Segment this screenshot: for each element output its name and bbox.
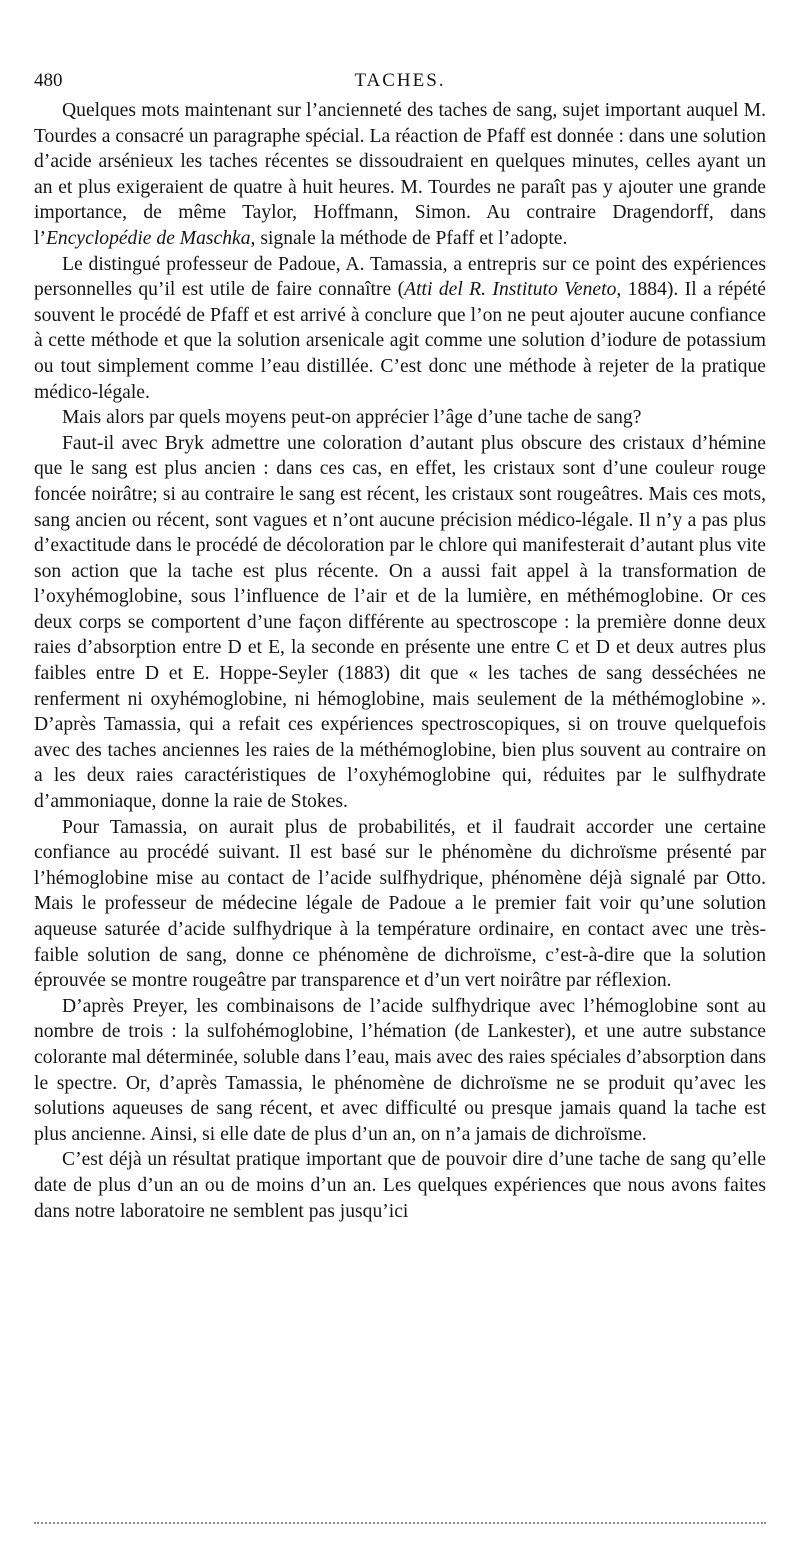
paragraph-text: Faut-il avec Bryk admettre une coloration d’autant plus obscure des cristaux d’hémine que le sang est plus ancien : dans ces cas, en effet, les cristaux sont d’une couleur rouge foncée noirâtre; si au contraire le sang est récent, les cristaux sont rougeâtres. Mais ces mots, sang ancien ou récent, sont vagues et n’ont aucune précision médico-légale. Il n’y a pas plus d’exactitude dans le procédé de décoloration par le chlore qui manifesterait d’autant plus vite son action que la tache est plus récente. On a aussi fait appel à la transformation de l’oxyhémoglobine, sous l’influence de l’air et de la lumière, en méthémoglobine. Or ces deux corps se comportent d’une façon différente au spectroscope : la première donne deux raies d’absorption entre D et E, la seconde en présente une entre C et D et deux autres plus faibles entre D et E. Hoppe-Seyler (1883) dit que « les taches de sang desséchées ne renferment ni oxyhémoglobine, ni hémoglobine, mais seulement de la méthémoglobine ». D’après Tamassia, qui a refait ces expériences spectroscopiques, si on trouve quelquefois avec des taches anciennes les raies de la méthémoglobine, bien plus souvent au contraire on a les deux raies caractéristiques de l’oxyhémoglobine qui, réduites par le sulfhydrate d’ammoniaque, donne la raie de Stokes. [34,432,766,813]
page-header [34,66,766,96]
book-page [34,66,766,1224]
paragraph [34,431,766,815]
paragraph [34,1147,766,1224]
paragraph-text: Quelques mots maintenant sur l’ancienneté des taches de sang, sujet important auquel M. Tourdes a consacré un paragraphe spécial. La réaction de Pfaff est donnée : dans une solution d’acide arsénieux les taches récentes se dissoudraient en quelques minutes, celles ayant un an et plus exigeraient de quatre à huit heures. M. Tourdes ne paraît pas y ajouter une grande importance, de même Taylor, Hoffmann, Simon. Au contraire Dragendorff, dans l’ [34,100,766,249]
paragraph-text: Le distingué professeur de Padoue, A. Tamassia, a entrepris sur ce point des expériences personnelles qu’il est utile de faire connaître ( [34,253,766,301]
body-text [34,98,766,1224]
paragraph-text: D’après Preyer, les combinaisons de l’acide sulfhydrique avec l’hémoglobine sont au nombre de trois : la sulfohémoglobine, l’hémation (de Lankester), et une autre substance colorante mal déterminée, soluble dans l’eau, mais avec des raies spéciales d’absorption dans le spectre. Or, d’après Tamassia, le phénomène de dichroïsme ne se produit qu’avec les solutions aqueuses de sang récent, et avec difficulté ou presque jamais quand la tache est plus ancienne. Ainsi, si elle date de plus d’un an, on n’a jamais de dichroïsme. [34,995,766,1145]
paragraph-text: C’est déjà un résultat pratique important que de pouvoir dire d’une tache de sang qu’elle date de plus d’un an ou de moins d’un an. Les quelques expériences que nous avons faites dans notre laboratoire ne semblent pas jusqu’ici [34,1149,766,1222]
running-title: TACHES. [354,70,446,91]
paragraph-text: Mais alors par quels moyens peut-on apprécier l’âge d’une tache de sang? [62,407,642,429]
paragraph [34,994,766,1148]
paragraph [34,252,766,406]
paragraph [34,405,766,431]
italic-citation: Atti del R. Instituto Veneto [404,279,617,301]
paragraph-text: Pour Tamassia, on aurait plus de probabilités, et il faudrait accorder une certaine confiance au procédé suivant. Il est basé sur le phénomène du dichroïsme présenté par l’hémoglobine mise au contact de l’acide sulfhydrique, phénomène déjà signalé par Otto. Mais le professeur de médecine légale de Padoue a le premier fait voir qu’une solution aqueuse saturée d’acide sulfhydrique à la température ordinaire, en contact avec une très-faible solution de sang, donne ce phénomène de dichroïsme, c’est-à-dire que la solution éprouvée se montre rougeâtre par transparence et d’un vert noirâtre par réflexion. [34,816,766,992]
paragraph [34,98,766,252]
paragraph [34,815,766,994]
paragraph-text: , signale la méthode de Pfaff et l’adopte. [250,227,568,249]
footer-rule [34,1522,766,1524]
italic-citation: Encyclopédie de Maschka [45,227,251,249]
paragraph-text: , 1884). Il a répété souvent le procédé de Pfaff et est arrivé à conclure que l’on ne peut ajouter aucune confiance à cette méthode et que la solution arsenicale agit comme une solution d’iodure de potassium ou tout simplement comme l’eau distillée. C’est donc une méthode à rejeter de la pratique médico-légale. [34,279,766,403]
page-number: 480 [34,70,63,91]
